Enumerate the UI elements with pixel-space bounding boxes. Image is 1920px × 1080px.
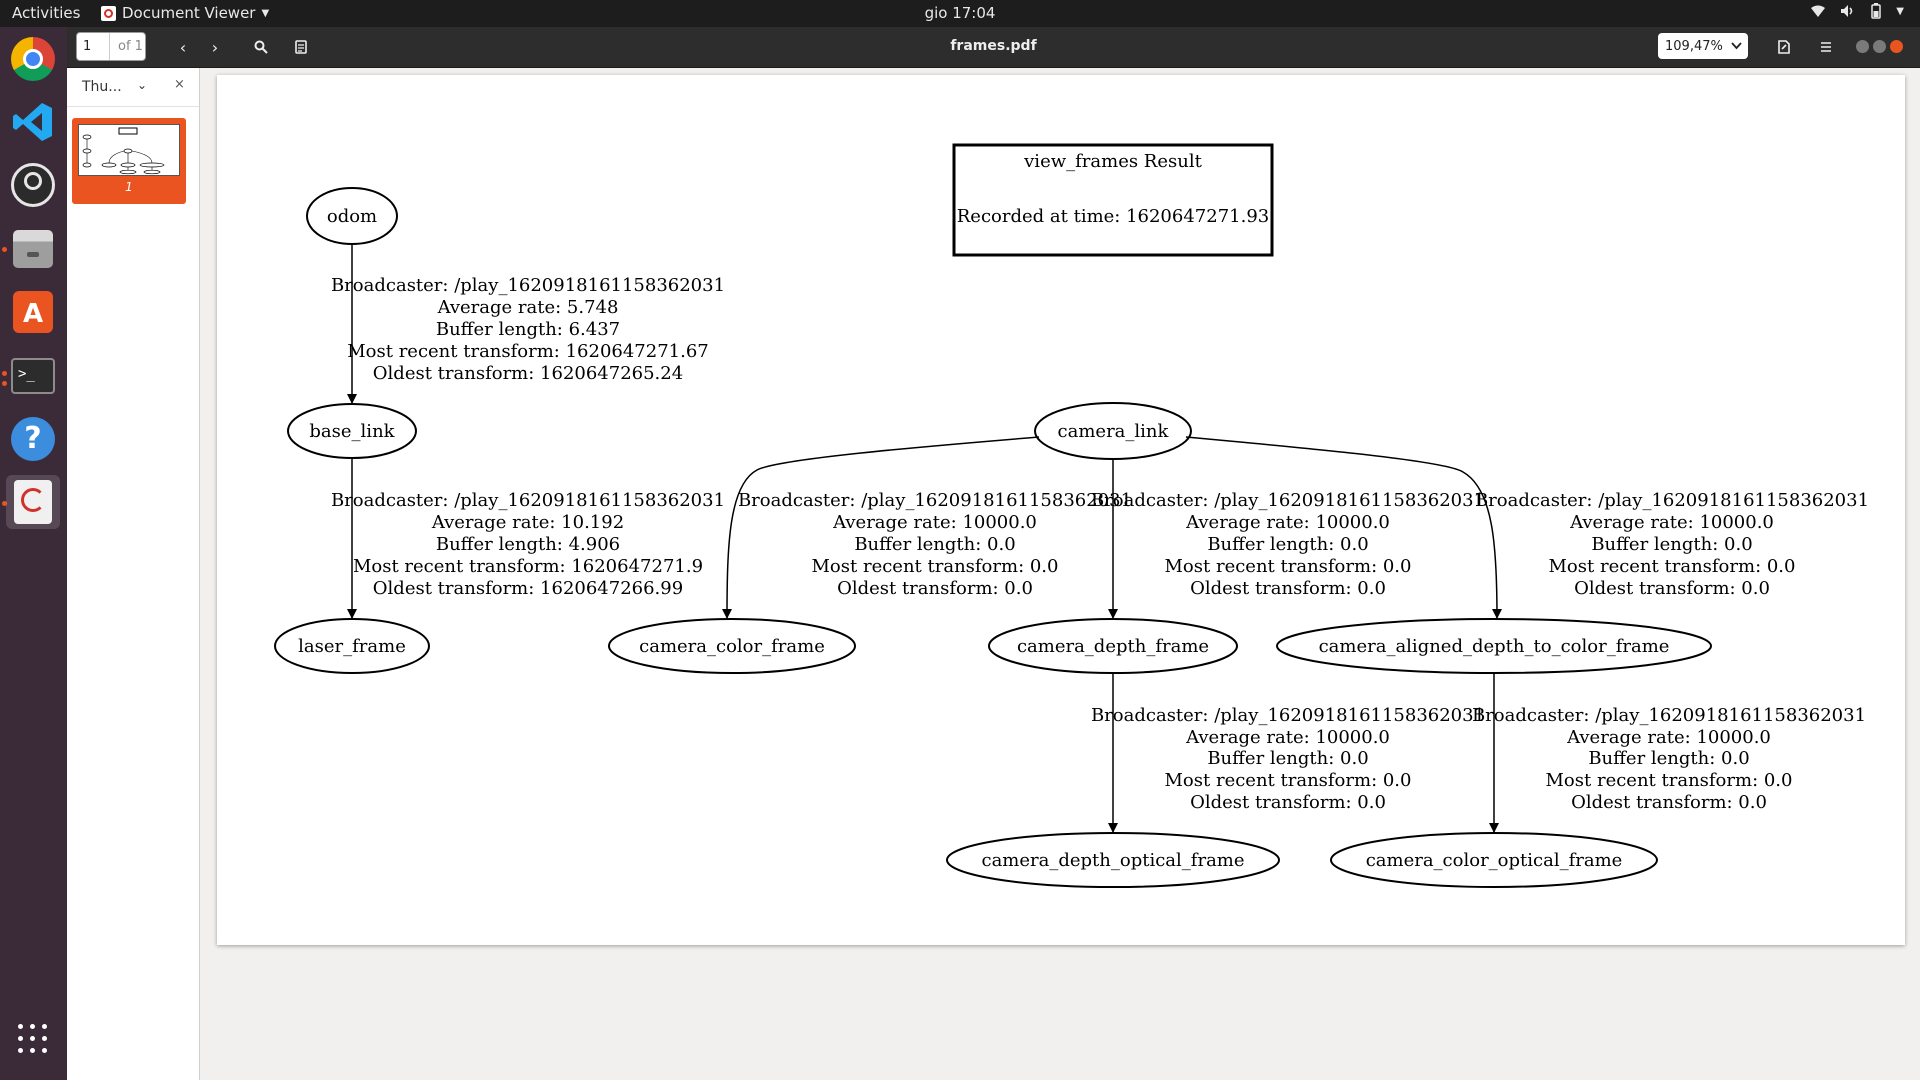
- document-viewer-icon: [14, 480, 52, 524]
- svg-text:Average rate: 10000.0: Average rate: 10000.0: [1567, 727, 1771, 748]
- svg-text:Buffer length: 4.906: Buffer length: 4.906: [435, 534, 621, 555]
- svg-text:Most recent transform: 0.0: Most recent transform: 0.0: [1164, 770, 1412, 791]
- result-time: Recorded at time: 1620647271.93: [956, 206, 1270, 227]
- svg-text:Broadcaster: /play_16209181611: Broadcaster: /play_1620918161158362031: [1090, 490, 1486, 511]
- svg-text:Oldest transform: 0.0: Oldest transform: 0.0: [837, 578, 1033, 599]
- svg-text:Oldest transform: 1620647265.2: Oldest transform: 1620647265.24: [372, 363, 684, 384]
- svg-text:Oldest transform: 0.0: Oldest transform: 0.0: [1574, 578, 1770, 599]
- svg-text:Oldest transform: 0.0: Oldest transform: 0.0: [1190, 792, 1386, 813]
- svg-text:Buffer length: 0.0: Buffer length: 0.0: [1207, 534, 1369, 555]
- node-camera-color-optical-frame-label: camera_color_optical_frame: [1365, 850, 1623, 871]
- svg-text:Buffer length: 0.0: Buffer length: 0.0: [854, 534, 1016, 555]
- dock-document-viewer[interactable]: [6, 475, 60, 529]
- caret-down-icon: ▼: [261, 7, 270, 19]
- svg-text:Most recent transform: 0.0: Most recent transform: 0.0: [1545, 770, 1793, 791]
- dock-software[interactable]: [6, 285, 60, 339]
- vscode-icon: [11, 100, 55, 144]
- svg-text:Broadcaster: /play_16209181611: Broadcaster: /play_1620918161158362031: [737, 490, 1133, 511]
- chrome-icon: [11, 37, 55, 81]
- node-odom-label: odom: [326, 206, 378, 227]
- header-bar: [67, 27, 1920, 68]
- edge-label-odom-base-link: [331, 275, 725, 384]
- node-laser-frame-label: laser_frame: [298, 636, 406, 657]
- chevron-down-icon: [1731, 42, 1742, 50]
- clock[interactable]: gio 17:04: [924, 4, 996, 22]
- page-number-entry[interactable]: [76, 32, 146, 61]
- svg-text:Buffer length: 0.0: Buffer length: 0.0: [1207, 748, 1369, 769]
- thumbnail-page-number: 1: [125, 180, 133, 194]
- close-window-button[interactable]: [1890, 40, 1903, 53]
- dock-files[interactable]: [6, 222, 60, 276]
- document-icon: [295, 40, 307, 54]
- svg-text:Average rate: 10.192: Average rate: 10.192: [431, 512, 625, 533]
- chevron-left-icon: ‹: [179, 37, 187, 57]
- svg-text:Broadcaster: /play_16209181611: Broadcaster: /play_1620918161158362031: [1090, 705, 1486, 726]
- edge-label-camera-aligned: [1475, 490, 1869, 599]
- obs-icon: [11, 163, 55, 207]
- system-tray[interactable]: [1810, 3, 1904, 19]
- result-title: view_frames Result: [1024, 151, 1202, 172]
- software-store-icon: A: [13, 291, 53, 333]
- top-panel: [0, 0, 1920, 27]
- svg-text:Buffer length: 0.0: Buffer length: 0.0: [1588, 748, 1750, 769]
- document-view[interactable]: [200, 68, 1920, 1080]
- svg-text:Average rate: 10000.0: Average rate: 10000.0: [833, 512, 1037, 533]
- close-sidebar-icon[interactable]: ×: [174, 77, 185, 92]
- svg-text:Average rate: 5.748: Average rate: 5.748: [437, 297, 619, 318]
- next-page-button[interactable]: [201, 33, 229, 61]
- edge-label-color-optical: [1472, 705, 1866, 813]
- dock-terminal[interactable]: [6, 349, 60, 403]
- sidebar-toggle-button[interactable]: [285, 33, 317, 61]
- svg-text:Most recent transform: 1620647: Most recent transform: 1620647271.67: [347, 341, 709, 362]
- node-base-link-label: base_link: [309, 421, 395, 442]
- maximize-window-button[interactable]: [1873, 40, 1886, 53]
- activities-button[interactable]: Activities: [12, 4, 81, 22]
- zoom-select[interactable]: [1658, 33, 1748, 59]
- app-grid-icon: [17, 1023, 49, 1055]
- app-menu-label: Document Viewer: [122, 4, 256, 22]
- search-button[interactable]: [245, 33, 277, 61]
- terminal-icon: >_: [11, 358, 55, 394]
- svg-text:Average rate: 10000.0: Average rate: 10000.0: [1186, 727, 1390, 748]
- svg-text:Oldest transform: 1620647266.9: Oldest transform: 1620647266.99: [372, 578, 684, 599]
- svg-text:Average rate: 10000.0: Average rate: 10000.0: [1186, 512, 1390, 533]
- minimize-window-button[interactable]: [1856, 40, 1869, 53]
- wifi-icon: [1810, 4, 1826, 18]
- pdf-page: [217, 75, 1905, 945]
- dock-show-applications[interactable]: [6, 1012, 60, 1066]
- edge-label-depth-optical: [1091, 705, 1485, 813]
- sidebar: [67, 68, 200, 1080]
- help-icon: ?: [11, 417, 55, 461]
- page-total-label: of 1: [118, 39, 143, 54]
- zoom-value: 109,47%: [1665, 38, 1723, 54]
- node-camera-depth-frame-label: camera_depth_frame: [1016, 636, 1210, 657]
- files-icon: [13, 230, 53, 268]
- system-menu-caret-icon: ▼: [1896, 5, 1904, 17]
- page-thumbnail[interactable]: [72, 118, 186, 204]
- node-camera-depth-optical-frame-label: camera_depth_optical_frame: [981, 850, 1245, 871]
- search-icon: [254, 40, 268, 54]
- svg-text:Oldest transform: 0.0: Oldest transform: 0.0: [1571, 792, 1767, 813]
- dock-chrome[interactable]: [6, 32, 60, 86]
- chevron-right-icon: ›: [211, 37, 219, 57]
- chevron-down-icon[interactable]: ⌄: [137, 78, 148, 92]
- page-number-value[interactable]: 1: [77, 33, 110, 60]
- tf-frames-graph: [217, 75, 1905, 945]
- svg-text:Most recent transform: 0.0: Most recent transform: 0.0: [811, 556, 1059, 577]
- annotate-icon: [1778, 40, 1790, 54]
- dock-vscode[interactable]: [6, 95, 60, 149]
- app-menu[interactable]: [101, 4, 269, 22]
- node-camera-link-label: camera_link: [1057, 421, 1169, 442]
- edge-label-camera-color: [738, 490, 1132, 599]
- svg-text:Oldest transform: 0.0: Oldest transform: 0.0: [1190, 578, 1386, 599]
- hamburger-menu-icon: [1820, 41, 1832, 53]
- edge-label-base-link-laser: [331, 490, 725, 599]
- svg-text:Most recent transform: 0.0: Most recent transform: 0.0: [1548, 556, 1796, 577]
- volume-icon: [1840, 4, 1856, 18]
- svg-text:Buffer length: 0.0: Buffer length: 0.0: [1591, 534, 1753, 555]
- document-viewer-icon: [101, 6, 116, 21]
- sidebar-header: [67, 68, 199, 107]
- node-camera-color-frame-label: camera_color_frame: [639, 636, 825, 657]
- edge-label-camera-depth: [1091, 490, 1485, 599]
- svg-text:Broadcaster: /play_16209181611: Broadcaster: /play_1620918161158362031: [330, 275, 726, 296]
- node-camera-aligned-frame-label: camera_aligned_depth_to_color_frame: [1318, 636, 1670, 657]
- svg-text:Most recent transform: 1620647: Most recent transform: 1620647271.9: [352, 556, 704, 577]
- document-title: frames.pdf: [950, 38, 1037, 54]
- thumbnail-graph-preview: [79, 125, 179, 175]
- svg-text:Average rate: 10000.0: Average rate: 10000.0: [1570, 512, 1774, 533]
- thumbnail-preview: [78, 124, 180, 176]
- svg-text:Broadcaster: /play_16209181611: Broadcaster: /play_1620918161158362031: [1474, 490, 1870, 511]
- menu-button[interactable]: [1810, 33, 1842, 61]
- dock-obs[interactable]: [6, 158, 60, 212]
- battery-icon: [1870, 3, 1882, 19]
- svg-text:Broadcaster: /play_16209181611: Broadcaster: /play_1620918161158362031: [1471, 705, 1867, 726]
- svg-text:Broadcaster: /play_16209181611: Broadcaster: /play_1620918161158362031: [330, 490, 726, 511]
- dock: [0, 27, 67, 1080]
- annotations-button[interactable]: [1768, 33, 1800, 61]
- previous-page-button[interactable]: [169, 33, 197, 61]
- svg-text:Buffer length: 6.437: Buffer length: 6.437: [435, 319, 621, 340]
- svg-text:Most recent transform: 0.0: Most recent transform: 0.0: [1164, 556, 1412, 577]
- dock-help[interactable]: [6, 412, 60, 466]
- sidebar-mode-selector[interactable]: Thu...: [82, 79, 122, 95]
